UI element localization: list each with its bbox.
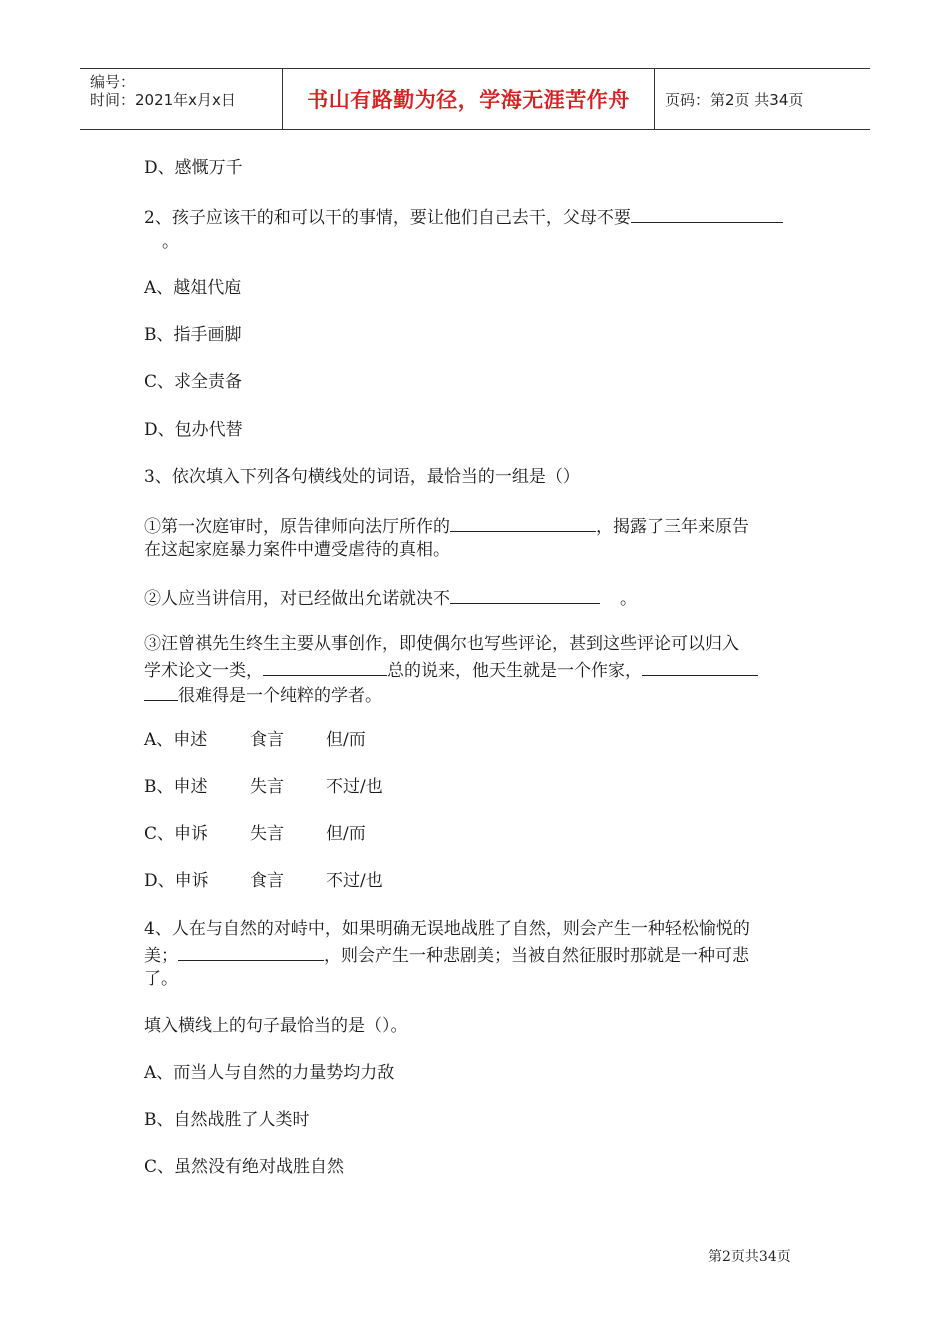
q3-s3-c: 总的说来，他天生就是一个作家， [387,661,642,681]
q3-option-a-col1: A、申述 [144,730,208,750]
header-meta [80,69,282,129]
q2-text: 2、孩子应该干的和可以干的事情，要让他们自己去干，父母不要 [144,208,631,228]
q3-s1-c: 在这起家庭暴力案件中遭受虐待的真相。 [144,540,450,560]
q3-option-c [144,822,544,846]
page-footer: 第2页共34页 [708,1249,791,1265]
q3-s3-blank-3 [144,682,178,701]
serial-label: 编号： [90,73,136,91]
q3-s2-a: ②人应当讲信用，对已经做出允诺就决不 [144,589,450,609]
header-motto: 书山有路勤为径，学海无涯苦作舟 [282,69,655,129]
header-page-label: 页码：第2页 共34页 [665,90,804,109]
q3-option-c-col2: 失言 [250,824,284,844]
q2-option-a: A、越俎代庖 [144,278,242,298]
q3-option-b [144,775,544,799]
q3-option-b-col2: 失言 [250,777,284,797]
q3-option-d-col3: 不过/也 [326,871,383,891]
q3-s3-d: 很难得是一个纯粹的学者。 [178,686,382,706]
q3-option-d-col2: 食言 [250,871,284,891]
q1-option-d: D、感慨万千 [144,158,243,178]
q3-s3-a: ③汪曾祺先生终生主要从事创作，即使偶尔也写些评论，甚到这些评论可以归入 [144,634,739,654]
q3-s3-b: 学术论文一类， [144,661,263,681]
q3-s1-blank [450,513,596,532]
q3-sentence-3 [144,657,824,683]
q4-blank [178,942,324,961]
q3-option-c-col1: C、申诉 [144,824,209,844]
q3-option-d-col1: D、申诉 [144,871,209,891]
q3-stem: 3、依次填入下列各句横线处的词语，最恰当的一组是（） [144,467,580,487]
q4-option-b: B、自然战胜了人类时 [144,1110,310,1130]
q3-s3-blank-1 [263,657,387,676]
q4-prompt: 填入横线上的句子最恰当的是（）。 [144,1016,408,1036]
q3-sentence-1 [144,513,824,539]
q3-option-d [144,869,544,893]
page-header [80,68,870,130]
q4-text-a: 4、人在与自然的对峙中，如果明确无误地战胜了自然，则会产生一种轻松愉悦的 [144,919,750,939]
q3-s3-blank-2 [642,657,758,676]
q2-blank [631,204,783,223]
q3-option-b-col3: 不过/也 [326,777,383,797]
q2-stem [144,204,824,230]
q3-s2-blank [450,585,600,604]
q2-option-d: D、包办代替 [144,420,243,440]
q4-text-c: ，则会产生一种悲剧美；当被自然征服时那就是一种可悲 [324,946,749,966]
q4-sentence [144,942,824,968]
q4-text-b: 美； [144,946,178,966]
q3-option-c-col3: 但/而 [326,824,366,844]
q4-option-c: C、虽然没有绝对战胜自然 [144,1157,345,1177]
q3-s1-b: ，揭露了三年来原告 [596,517,749,537]
q2-option-c: C、求全责备 [144,372,243,392]
q3-option-b-col1: B、申述 [144,777,208,797]
q3-s2-b: 。 [620,589,637,609]
date-label: 时间：2021年x月x日 [90,91,236,109]
q3-option-a [144,728,544,752]
q3-sentence-2 [144,585,824,611]
q3-option-a-col3: 但/而 [326,730,366,750]
q4-option-a: A、而当人与自然的力量势均力敌 [144,1063,395,1083]
q2-option-b: B、指手画脚 [144,325,242,345]
q3-sentence-3-end [144,682,382,708]
q3-option-a-col2: 食言 [250,730,284,750]
q3-s1-a: ①第一次庭审时，原告律师向法厅所作的 [144,517,450,537]
q2-end: 。 [162,232,179,252]
q4-text-d: 了。 [144,969,178,989]
